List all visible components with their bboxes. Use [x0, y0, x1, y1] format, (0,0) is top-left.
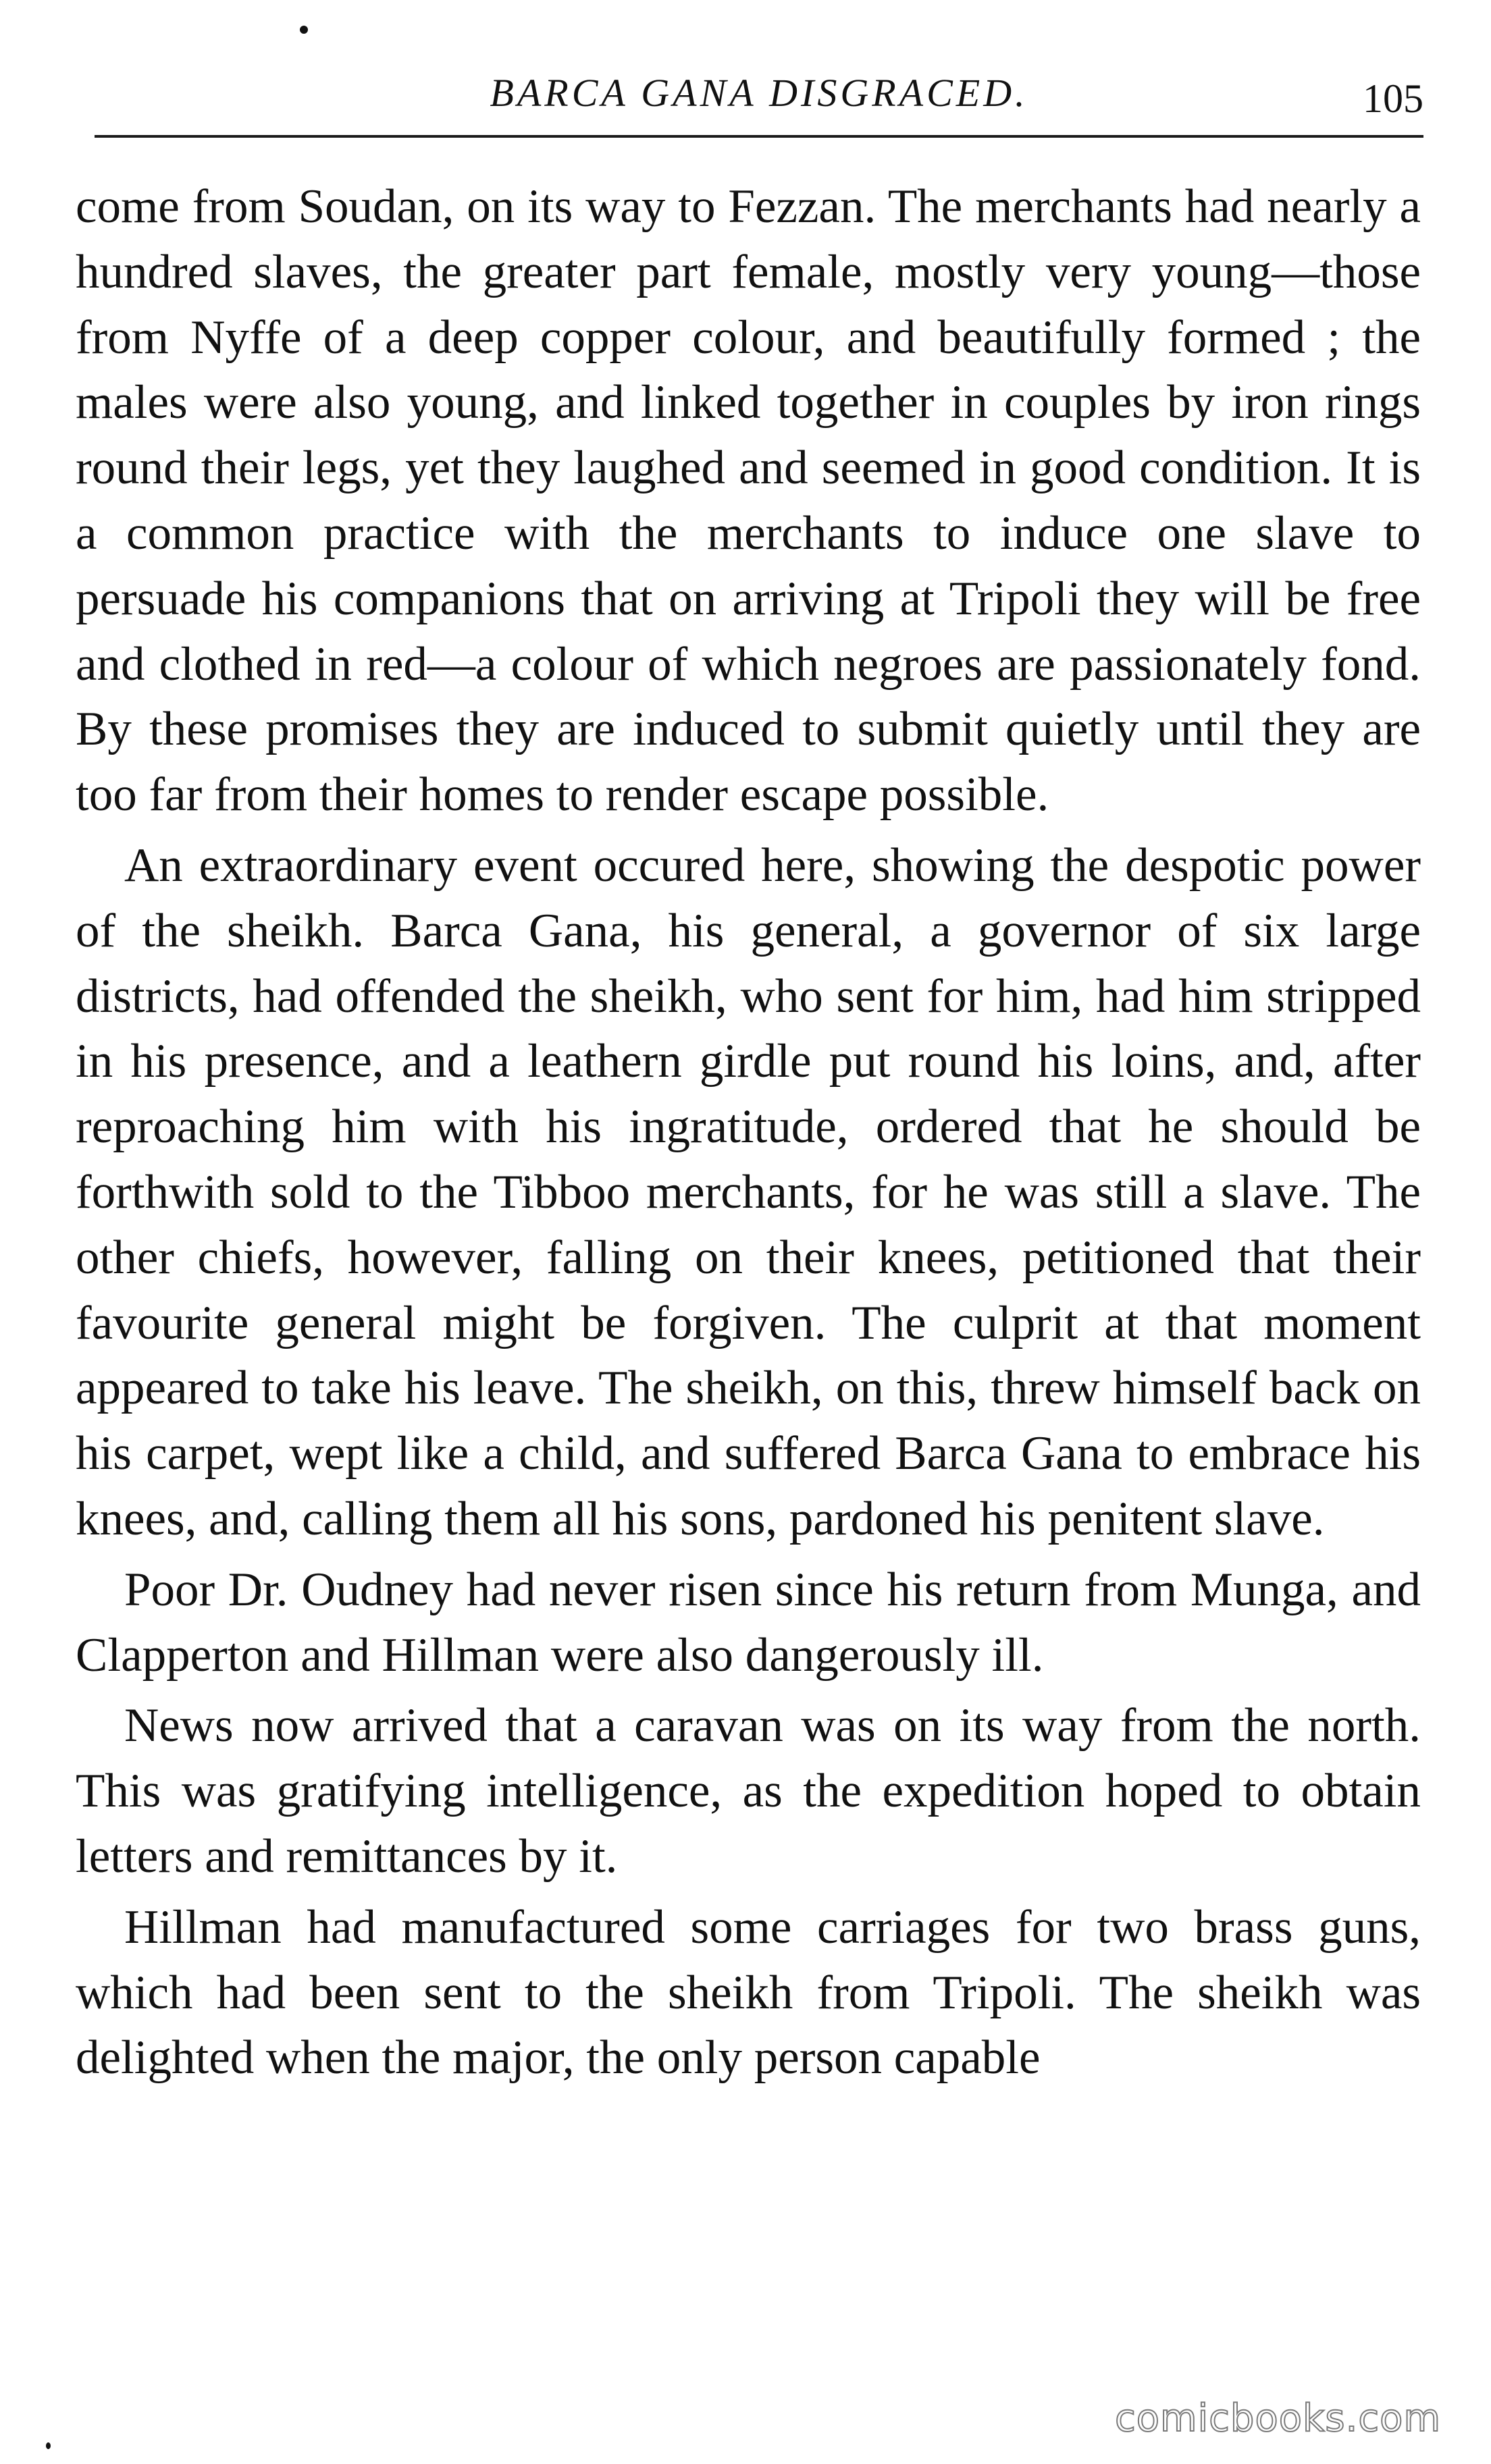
paragraph: Poor Dr. Oudney had never risen since his return from Munga, and Clapperton and Hillman were also dangerously ill. [76, 1563, 1421, 1682]
header-rule [95, 135, 1423, 138]
body-text [76, 174, 1421, 2091]
paragraph: News now arrived that a caravan was on its way from the north. This was gratifying intelligence, as the expedition hoped to obtain letters and remittances by it. [76, 1699, 1421, 1883]
paragraph: An extraordinary event occured here, showing the despotic power of the sheikh. Barca Gana, his general, a governor of six large districts, had offended the sheikh, who sent for him, had him stripped in his presence, and a leathern girdle put round his loins, and, after reproaching him with his ingratitude, ordered that he should be forthwith sold to the Tibboo merchants, for he was still a slave. The other chiefs, however, falling on their knees, petitioned that their favourite general might be forgiven. The culprit at that moment appeared to take his leave. The sheikh, on this, threw himself back on his carpet, wept like a child, and suffered Barca Gana to embrace his knees, and, calling them all his sons, pardoned his penitent slave. [76, 838, 1421, 1545]
running-head [95, 59, 1423, 127]
paragraph: Hillman had manufactured some carriages for two brass guns, which had been sent to the sheikh from Tripoli. The sheikh was delighted when the major, the only person capable [76, 1900, 1421, 2085]
paragraph: come from Soudan, on its way to Fezzan. The merchants had nearly a hundred slaves, the greater part female, mostly very young—those from Nyffe of a deep copper colour, and beautifully formed ; the males were also young, and linked together in couples by iron rings round their legs, yet they laughed and seemed in good condition. It is a common practice with the merchants to induce one slave to persuade his companions that on arriving at Tripoli they will be free and clothed in red—a colour of which negroes are passionately fond. By these promises they are induced to submit quietly until they are too far from their homes to render escape possible. [76, 180, 1421, 822]
running-title: BARCA GANA DISGRACED. [490, 71, 1028, 115]
watermark: comicbooks.com [1114, 2396, 1441, 2440]
page-number: 105 [1363, 76, 1423, 121]
print-speck [46, 2442, 51, 2449]
print-speck [300, 26, 308, 34]
